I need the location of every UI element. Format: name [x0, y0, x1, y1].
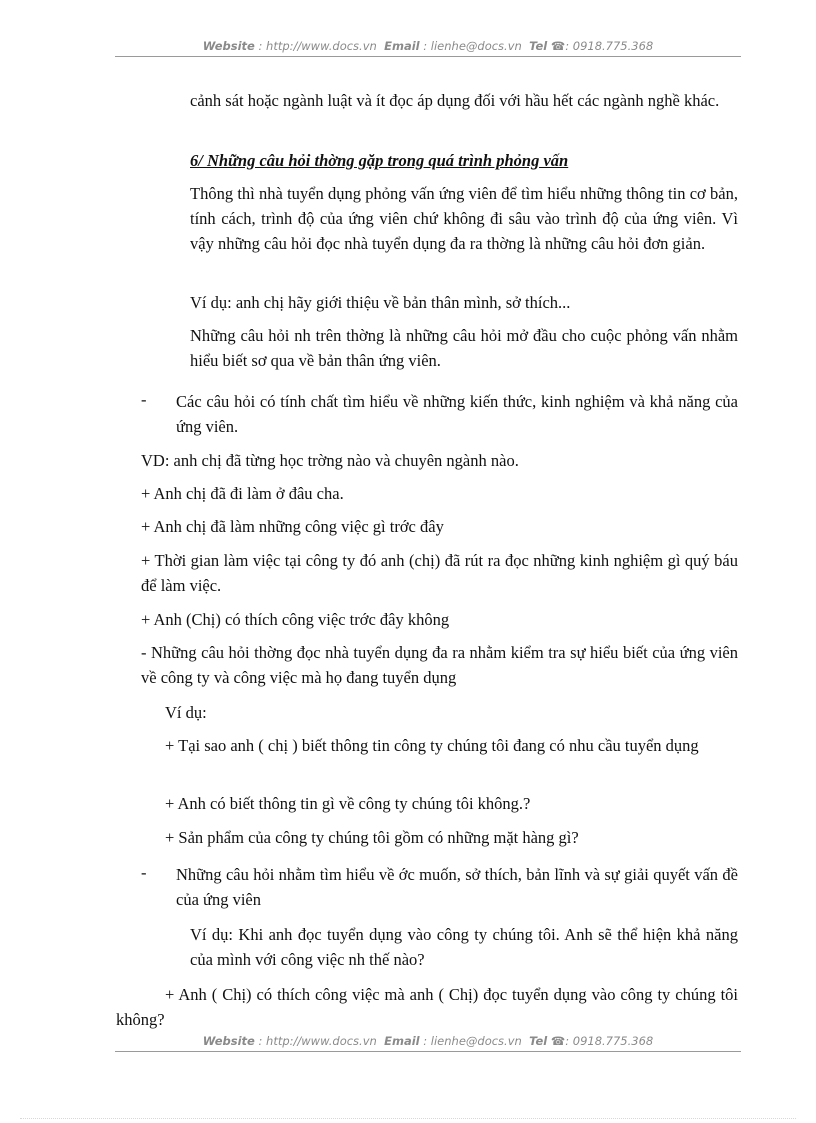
tel-value: : 0918.775.368	[565, 1034, 654, 1048]
phone-icon: ☎	[550, 1034, 566, 1048]
website-label: Website	[202, 39, 255, 53]
tel-value: : 0918.775.368	[565, 39, 654, 53]
paragraph-12: Ví dụ:	[165, 703, 207, 722]
paragraph-7: + Anh chị đã đi làm ở đâu cha.	[141, 484, 344, 503]
email-label: Email	[384, 1034, 420, 1048]
website-value: : http://www.docs.vn	[258, 1034, 377, 1048]
paragraph-18: + Anh ( Chị) có thích công việc mà anh ( Chị) đọc tuyển dụng vào công ty chúng tôi không?	[116, 985, 738, 1029]
paragraph-10: + Anh (Chị) có thích công việc trớc đây không	[141, 610, 450, 629]
paragraph-8: + Anh chị đã làm những công việc gì trớc đây	[141, 517, 444, 536]
paragraph-17: Ví dụ: Khi anh đọc tuyển dụng vào công ty chúng tôi. Anh sẽ thể hiện khả năng của mình với công việc nh thế nào?	[190, 925, 738, 969]
page-bottom-divider	[20, 1118, 796, 1119]
paragraph-5: Các câu hỏi có tính chất tìm hiểu về những kiến thức, kinh nghiệm và khả năng của ứng viên.	[176, 392, 738, 436]
page-header	[115, 39, 741, 57]
paragraph-4: Những câu hỏi nh trên thờng là những câu hỏi mở đầu cho cuộc phỏng vấn nhằm hiểu biết sơ qua về bản thân ứng viên.	[190, 326, 738, 370]
paragraph-16: Những câu hỏi nhằm tìm hiểu về ớc muốn, sở thích, bản lĩnh và sự giải quyết vấn đề của ứng viên	[176, 865, 738, 909]
paragraph-14: + Anh có biết thông tin gì về công ty chúng tôi không.?	[165, 794, 531, 813]
paragraph-1: cảnh sát hoặc ngành luật và ít đọc áp dụng đối với hầu hết các ngành nghề khác.	[190, 91, 720, 110]
tel-label: Tel	[529, 1034, 548, 1048]
bullet-dash-2: -	[141, 863, 147, 882]
website-value: : http://www.docs.vn	[258, 39, 377, 53]
email-value: : lienhe@docs.vn	[423, 39, 522, 53]
paragraph-11: - Những câu hỏi thờng đọc nhà tuyển dụng đa ra nhằm kiểm tra sự hiểu biết của ứng viên về công ty và công việc mà họ đang tuyển dụng	[141, 643, 738, 687]
section-heading: 6/ Những câu hỏi thờng gặp trong quá trình phỏng vấn	[190, 151, 569, 170]
paragraph-6: VD: anh chị đã từng học trờng nào và chuyên ngành nào.	[141, 451, 519, 470]
paragraph-3: Ví dụ: anh chị hãy giới thiệu về bản thân mình, sở thích...	[190, 293, 571, 312]
page-footer	[115, 1034, 741, 1052]
paragraph-2: Thông thì nhà tuyển dụng phỏng vấn ứng viên để tìm hiểu những thông tin cơ bản, tính cách, trình độ của ứng viên chứ không đi sâu vào trình độ của ứng viên. Vì vậy những câu hỏi đọc nhà tuyển dụng đa ra thờng là những câu hỏi đơn giản.	[190, 184, 738, 253]
paragraph-15: + Sản phẩm của công ty chúng tôi gồm có những mặt hàng gì?	[165, 828, 579, 847]
website-label: Website	[202, 1034, 255, 1048]
paragraph-13: + Tại sao anh ( chị ) biết thông tin công ty chúng tôi đang có nhu cầu tuyển dụng	[165, 736, 699, 755]
phone-icon: ☎	[550, 39, 566, 53]
paragraph-9: + Thời gian làm việc tại công ty đó anh (chị) đã rút ra đọc những kinh nghiệm gì quý báu để làm việc.	[141, 551, 738, 595]
email-value: : lienhe@docs.vn	[423, 1034, 522, 1048]
tel-label: Tel	[529, 39, 548, 53]
email-label: Email	[384, 39, 420, 53]
bullet-dash-1: -	[141, 390, 147, 409]
